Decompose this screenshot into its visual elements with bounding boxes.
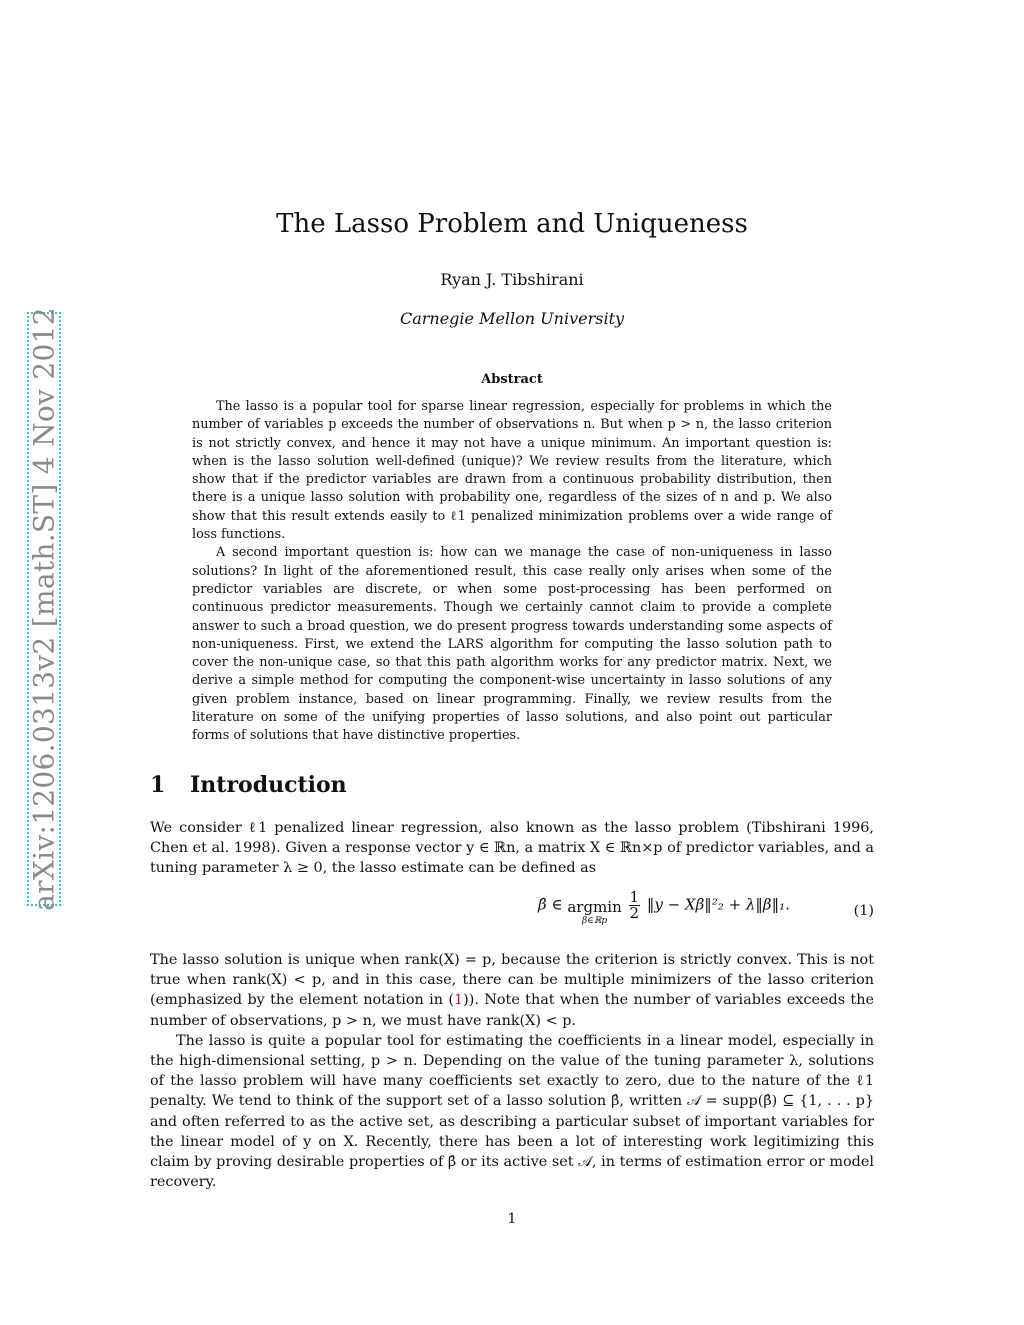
equation-body: [538, 890, 790, 927]
intro-paragraph-3: The lasso is quite a popular tool for estimating the coefficients in a linear model, especially in the high-dimensional setting, p > n. Depending on the value of the tuning parameter λ, solutions of the lasso problem will have many coefficients set exactly to zero, due to the nature of the ℓ1 penalty. We tend to think of the support set of a lasso solution β̂, written 𝒜 = supp(β̂) ⊆ {1, . . . p} and often referred to as the active set, as describing a particular subset of important variables for the linear model of y on X. Recently, there has been a lot of interesting work legitimizing this claim by proving desirable properties of β̂ or its active set 𝒜, in terms of estimation error or model recovery.: [150, 1032, 874, 1191]
paper-title: The Lasso Problem and Uniqueness: [276, 209, 748, 239]
abstract-heading: Abstract: [481, 372, 543, 387]
intro-paragraph-2: [150, 950, 874, 1192]
intro-text-part: The lasso solution is unique when rank(X) = p, because the criterion is strictly convex. This is not true when rank(X) < p, and in this case, there can be multiple minimizers of the lasso criterion (emphasized by the element notation in (: [150, 952, 874, 1009]
intro-text: [150, 950, 874, 1031]
argmin-operator: [567, 890, 621, 927]
equation-label: (1): [853, 903, 874, 919]
author: Ryan J. Tibshirani: [440, 270, 584, 289]
section-title: Introduction: [190, 772, 347, 798]
fraction: [629, 890, 641, 921]
argmin-subscript: β∈ℝp: [581, 916, 608, 926]
section-number: 1: [150, 772, 166, 798]
abstract: [192, 398, 832, 746]
affiliation: Carnegie Mellon University: [399, 309, 625, 328]
intro-paragraph-1: [150, 818, 874, 879]
equation-reference-link[interactable]: 1: [453, 992, 464, 1009]
intro-text-part: )). Note that when the number of variables exceeds the number of observations, p > n, we must have rank(X) < p.: [150, 992, 874, 1029]
arxiv-stamp: [27, 307, 61, 911]
fraction-denominator: 2: [629, 904, 640, 922]
equation-lhs: β̂ ∈: [538, 895, 563, 914]
argmin-text: argmin: [567, 898, 622, 916]
abstract-paragraph: A second important question is: how can we manage the case of non-uniqueness in lasso solutions? In light of the aforementioned result, this case really only arises when some of the predictor variables are discrete, or when some post-processing has been performed on continuous predictor measurements. Though we certainly cannot claim to provide a complete answer to such a broad question, we do present progress towards understanding some aspects of non-uniqueness. First, we extend the LARS algorithm for computing the lasso solution path to cover the non-unique case, so that this path algorithm works for any predictor matrix. Next, we derive a simple method for computing the component-wise uncertainty in lasso solutions of any given problem instance, based on linear programming. Finally, we review results from the literature on some of the unifying properties of lasso solutions, and also point out particular forms of solutions that have distinctive properties.: [192, 545, 832, 744]
intro-text: We consider ℓ1 penalized linear regression, also known as the lasso problem (Tibshirani 1996, Chen et al. 1998). Given a response vector y ∈ ℝn, a matrix X ∈ ℝn×p of predictor variables, and a tuning parameter λ ≥ 0, the lasso estimate can be defined as: [150, 820, 874, 877]
equation-1: [150, 887, 874, 935]
fraction-numerator: 1: [629, 888, 640, 906]
arxiv-id: arXiv:1206.0313v2 [math.ST] 4 Nov 2012: [27, 307, 61, 911]
section-heading: [150, 772, 347, 798]
abstract-paragraph: The lasso is a popular tool for sparse linear regression, especially for problems in which the number of variables p exceeds the number of observations n. But when p > n, the lasso criterion is not strictly convex, and hence it may not have a unique minimum. An important question is: when is the lasso solution well-defined (unique)? We review results from the literature, which show that if the predictor variables are drawn from a continuous probability distribution, then there is a unique lasso solution with probability one, regardless of the sizes of n and p. We also show that this result extends easily to ℓ1 penalized minimization problems over a wide range of loss functions.: [192, 399, 832, 543]
page-number: 1: [507, 1211, 517, 1227]
equation-rhs: ‖y − Xβ‖²₂ + λ‖β‖₁.: [646, 895, 790, 914]
